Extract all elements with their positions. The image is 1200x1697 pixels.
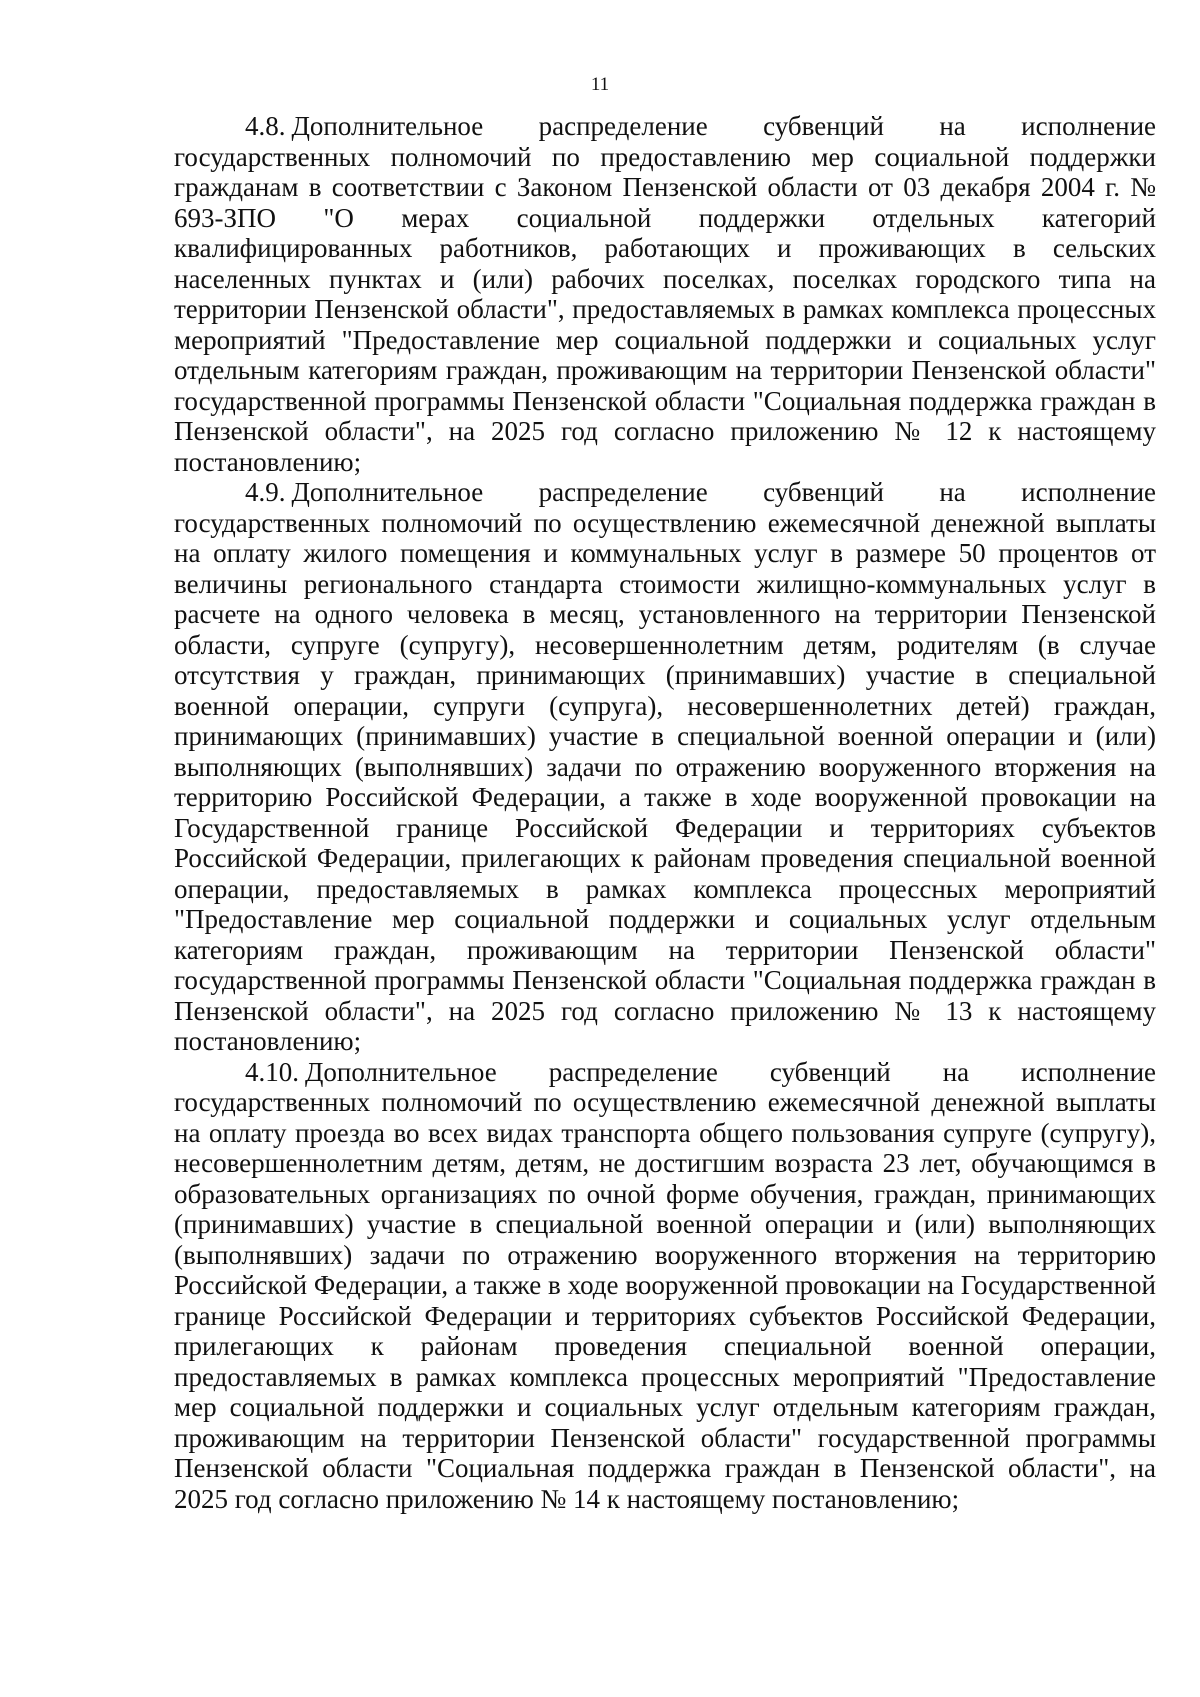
paragraph-text: Дополнительное распределение субвенций на исполнение государственных полномочий по предоставлению мер социальной поддержки гражданам в соответствии с Законом Пензенской области от 03 декабря 2004 г. № 693-ЗПО "О мерах социальной поддержки отдельных категорий квалифицированных работников, работающих и проживающих в сельских населенных пунктах и (или) рабочих поселках, поселках городского типа на территории Пензенской области", предоставляемых в рамках комплекса процессных мероприятий "Предоставление мер социальной поддержки и социальных услуг отдельным категориям граждан, проживающим на территории Пензенской области" государственной программы Пензенской области "Социальная поддержка граждан в Пензенской области", на 2025 год согласно приложению № 12 к настоящему постановлению; — [174, 111, 1156, 477]
paragraph-number: 4.9. — [245, 477, 286, 507]
document-body — [174, 111, 1156, 1514]
paragraph-number: 4.8. — [245, 111, 286, 141]
paragraph-4-9 — [174, 477, 1156, 1057]
page-number: 11 — [590, 74, 610, 95]
paragraph-4-8 — [174, 111, 1156, 477]
paragraph-text: Дополнительное распределение субвенций на исполнение государственных полномочий по осуществлению ежемесячной денежной выплаты на оплату жилого помещения и коммунальных услуг в размере 50 процентов от величины регионального стандарта стоимости жилищно-коммунальных услуг в расчете на одного человека в месяц, установленного на территории Пензенской области, супруге (супругу), несовершеннолетним детям, родителям (в случае отсутствия у граждан, принимающих (принимавших) участие в специальной военной операции, супруги (супруга), несовершеннолетних детей) граждан, принимающих (принимавших) участие в специальной военной операции и (или) выполняющих (выполнявших) задачи по отражению вооруженного вторжения на территорию Российской Федерации, а также в ходе вооруженной провокации на Государственной границе Российской Федерации и территориях субъектов Российской Федерации, прилегающих к районам проведения специальной военной операции, предоставляемых в рамках комплекса процессных мероприятий "Предоставление мер социальной поддержки и социальных услуг отдельным категориям граждан, проживающим на территории Пензенской области" государственной программы Пензенской области "Социальная поддержка граждан в Пензенской области", на 2025 год согласно приложению № 13 к настоящему постановлению; — [174, 477, 1156, 1056]
paragraph-number: 4.10. — [245, 1056, 299, 1087]
paragraph-text: Дополнительное распределение субвенций на исполнение государственных полномочий по осуществлению ежемесячной денежной выплаты на оплату проезда во всех видах транспорта общего пользования супруге (супругу), несовершеннолетним детям, детям, не достигшим возраста 23 лет, обучающимся в образовательных организациях по очной форме обучения, граждан, принимающих (принимавших) участие в специальной военной операции и (или) выполняющих (выполнявших) задачи по отражению вооруженного вторжения на территорию Российской Федерации, а также в ходе вооруженной провокации на Государственной границе Российской Федерации и территориях субъектов Российской Федерации, прилегающих к районам проведения специальной военной операции, предоставляемых в рамках комплекса процессных мероприятий "Предоставление мер социальной поддержки и социальных услуг отдельным категориям граждан, проживающим на территории Пензенской области" государственной программы Пензенской области "Социальная поддержка граждан в Пензенской области", на 2025 год согласно приложению № 14 к настоящему постановлению; — [174, 1056, 1156, 1514]
paragraph-4-10 — [174, 1057, 1156, 1515]
